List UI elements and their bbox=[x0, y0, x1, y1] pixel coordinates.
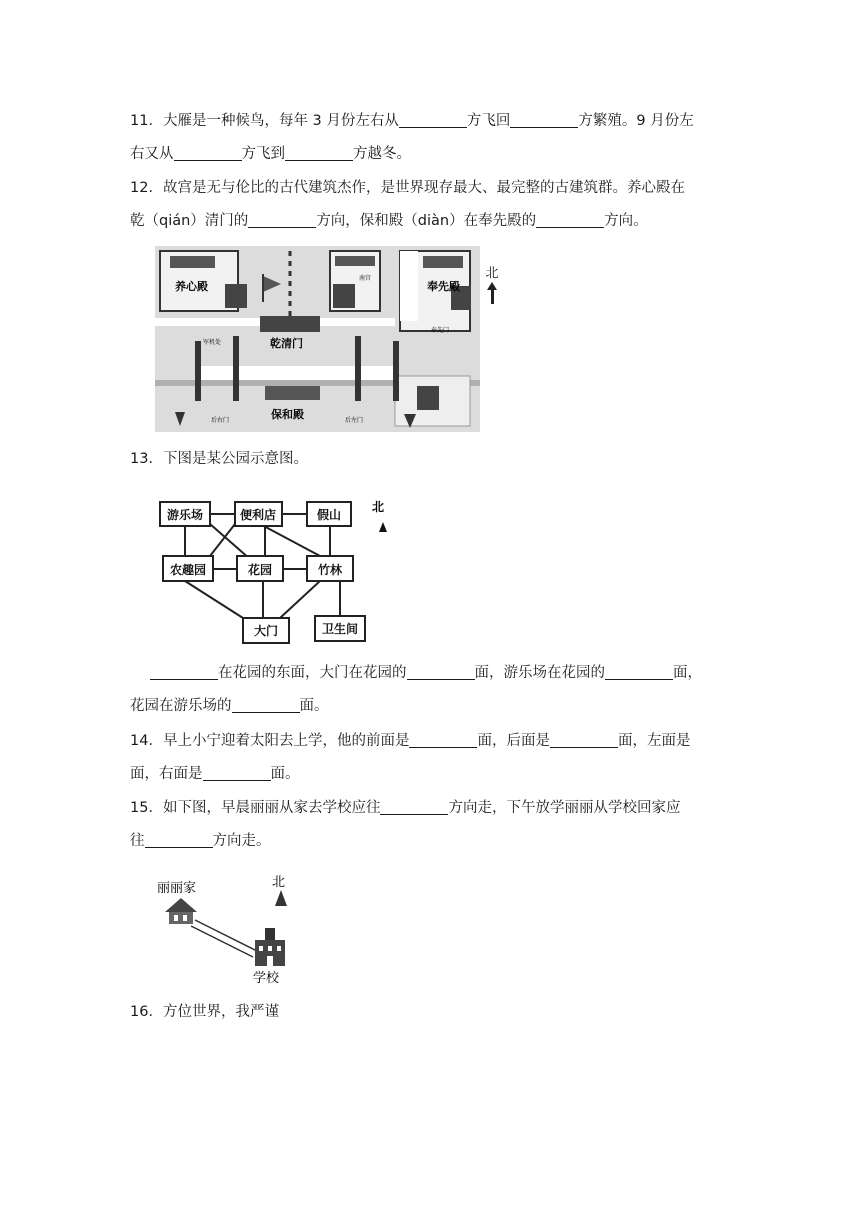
answer-blank[interactable] bbox=[399, 111, 467, 128]
school-label: 学校 bbox=[253, 971, 280, 986]
map-label-junjichu: 军机处 bbox=[203, 339, 222, 346]
question-11 bbox=[130, 105, 730, 171]
north-arrow-icon bbox=[487, 282, 497, 290]
map-label-fengxianmen: 奉先门 bbox=[431, 327, 450, 334]
answer-blank[interactable] bbox=[285, 144, 353, 161]
park-north-arrow-icon bbox=[379, 522, 387, 532]
park-label-bianlidian: 便利店 bbox=[239, 508, 277, 522]
map-label-houzuomen: 后右门 bbox=[211, 417, 230, 424]
park-north-label: 北 bbox=[372, 500, 385, 514]
north-label: 北 bbox=[485, 266, 499, 281]
q13-line-2: 花园在游乐场的 面。 bbox=[130, 698, 329, 714]
q11-line-2: 右又从 方飞到 方越冬。 bbox=[130, 146, 411, 162]
question-16: 16．方位世界，我严谨 bbox=[130, 1004, 279, 1020]
answer-blank[interactable] bbox=[232, 696, 300, 713]
map-label-nangong: 南宫 bbox=[359, 275, 372, 282]
map-label-qianqing: 乾清门 bbox=[270, 337, 303, 350]
park-label-weishengjian: 卫生间 bbox=[321, 622, 359, 636]
park-map bbox=[155, 494, 400, 649]
answer-blank[interactable] bbox=[150, 663, 218, 680]
q12-line-1: 12．故宫是无与伦比的古代建筑杰作，是世界现存最大、最完整的古建筑群。养心殿在 bbox=[130, 180, 685, 196]
answer-blank[interactable] bbox=[174, 144, 242, 161]
answer-blank[interactable] bbox=[409, 731, 477, 748]
park-label-damen: 大门 bbox=[253, 624, 279, 638]
home-school-map bbox=[155, 868, 305, 988]
map-label-baohe: 保和殿 bbox=[271, 408, 304, 421]
park-label-jiashan: 假山 bbox=[316, 508, 342, 522]
school-icon bbox=[255, 928, 285, 966]
forbidden-city-map bbox=[155, 246, 480, 432]
question-14 bbox=[130, 725, 730, 791]
answer-blank[interactable] bbox=[536, 211, 604, 228]
question-13-answers bbox=[130, 657, 730, 723]
answer-blank[interactable] bbox=[380, 798, 448, 815]
q14-line-2: 面，右面是 面。 bbox=[130, 766, 300, 782]
answer-blank[interactable] bbox=[510, 111, 578, 128]
answer-blank[interactable] bbox=[145, 831, 213, 848]
north-marker bbox=[482, 262, 502, 304]
park-label-youlechang: 游乐场 bbox=[166, 508, 204, 522]
home-label: 丽丽家 bbox=[157, 881, 197, 896]
question-15 bbox=[130, 792, 730, 858]
q15-line-2: 往 方向走。 bbox=[130, 833, 271, 849]
map-label-fengxian: 奉先殿 bbox=[427, 280, 460, 293]
park-label-zhulin: 竹林 bbox=[317, 563, 343, 577]
home-school-north-label: 北 bbox=[272, 875, 286, 890]
house-icon bbox=[165, 898, 197, 924]
q12-line-2: 乾（qián）清门的 方向，保和殿（diàn）在奉先殿的 方向。 bbox=[130, 213, 648, 229]
q11-line-1: 11．大雁是一种候鸟，每年 3 月份左右从 方飞回 方繁殖。9 月份左 bbox=[130, 113, 694, 129]
question-12 bbox=[130, 172, 730, 238]
home-school-north-arrow-icon bbox=[275, 890, 287, 906]
answer-blank[interactable] bbox=[203, 764, 271, 781]
park-label-nongtiyuan: 农趣园 bbox=[169, 563, 207, 577]
q14-line-1: 14．早上小宁迎着太阳去上学，他的前面是 面，后面是 面，左面是 bbox=[130, 733, 691, 749]
answer-blank[interactable] bbox=[605, 663, 673, 680]
map-label-houyoumen: 后左门 bbox=[345, 417, 364, 424]
answer-blank[interactable] bbox=[407, 663, 475, 680]
q13-line-1: 在花园的东面，大门在花园的 面，游乐场在花园的 面， bbox=[130, 657, 730, 690]
question-13-title: 13．下图是某公园示意图。 bbox=[130, 451, 308, 467]
q15-line-1: 15．如下图，早晨丽丽从家去学校应往 方向走，下午放学丽丽从学校回家应 bbox=[130, 800, 681, 816]
answer-blank[interactable] bbox=[550, 731, 618, 748]
map-label-yangxin: 养心殿 bbox=[175, 280, 208, 293]
park-label-huayuan: 花园 bbox=[247, 563, 273, 577]
answer-blank[interactable] bbox=[248, 211, 316, 228]
